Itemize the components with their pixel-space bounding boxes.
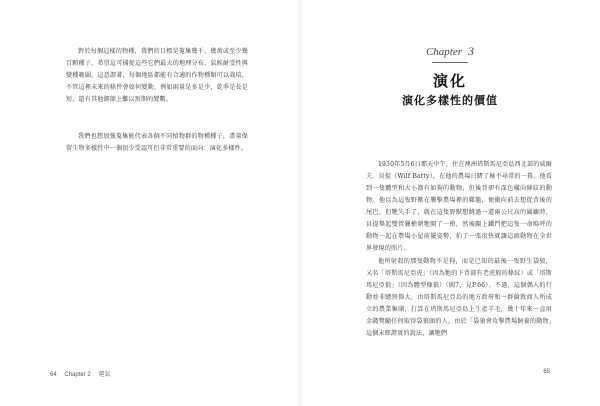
right-paragraph-1: 1930年5月6日那天中午，住在澳洲塔斯馬尼亞島西北部的威爾夫．貝提（Wilf Batty），在他的農場日睹了極不尋常的一幕。他看到一隻體型和大小都有如狗的動物，但後背卻有深色橫向條紋的動物。他以為這隻野獸在襲擊農場裡的雞籠，便衝向前去想從背後的尾巴，但牠失手了，就在這隻野獸想跳過一道兩公尺高的圍籬時，貝提舉起雙管獵槍朝牠開了一槍，然後關上鐵門把這隻一命嗚呼的動物一起在農場小屋前擺姿勢，拍了一張很快就讓這頭動物在全世界發現的照片。	[366, 161, 553, 252]
right-page-number: 65	[543, 369, 550, 375]
left-running-chapter: Chapter 2	[64, 372, 91, 378]
left-page-footer	[50, 369, 116, 378]
chapter-subtitle: 演化多樣性的價值	[402, 94, 498, 107]
left-running-title: 運氣	[98, 372, 111, 378]
chapter-divider	[432, 62, 468, 63]
right-paragraph-2: 他所射殺的那隻動物不是狗，而是已知的最後一隻野生袋狼，又名「塔斯馬尼亞虎」（因為牠的下背部有老虎般的條紋）或「塔斯馬尼亞狼」（因為體型像狼）（圖7，見P.66）。不過，這個偶人的行動並非總無傷大，由塔斯馬尼亞島的地方政府和一群倫敦商人所成立的農業集團，打算在塔斯馬尼亞島上生產羊毛，幾十年來一直用金錢獎勵任何取得袋狼頭的人，由於「袋狼會攻擊農場飼養的動物」這個未經證實的說法，讓牠們	[366, 258, 552, 337]
left-page-number: 64	[50, 372, 57, 378]
left-paragraph-2: 我們也想加強蒐集能代表各個不同植物群的物種種子，盡量保留生物多樣性中一個很少受認可但非常重要的面向：演化多樣性。	[66, 133, 248, 152]
chapter-number: 3	[468, 44, 475, 58]
left-paragraph-1: 對於每個這樣的物種，我們的目標是蒐集幾千、幾萬或至少幾百顆種子，希望這可捕捉這些它們最大的地理分布、氣候耐受性與變種範圍。這意謂著，每個地區都能有合適的作物種類可以栽培，不管這裡未來的條件會如何變動，例如雨量是多是少，乾季是長是短，還有其他細節上難以預期的變數。	[66, 48, 248, 103]
chapter-label: Chapter	[425, 46, 463, 58]
chapter-heading	[300, 44, 600, 59]
chapter-title: 演化	[432, 72, 467, 90]
